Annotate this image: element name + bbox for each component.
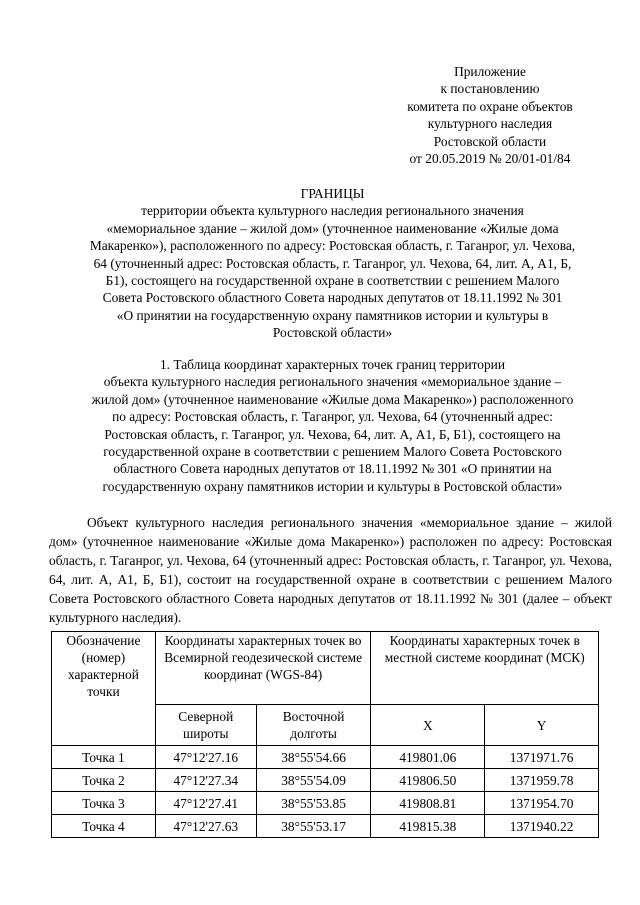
section-line: Ростовская область, г. Таганрог, ул. Чехова, 64, лит. А, А1, Б, Б1), состоящего на (104, 426, 561, 442)
document-title (55, 185, 610, 342)
cell-y: 1371940.22 (485, 815, 599, 838)
body-paragraph: Объект культурного наследия регионального значения «мемориальное здание – жилой дом» (уточненное наименование «Жилые дома Макаренко») расположен по адресу: Ростовская область, г. Таганрог, ул. Чехова, 64 (уточненный адрес: Ростовская область, г. Таганрог, ул. Чехова, 64, лит. А, А1, Б, Б1), состоит на государственной охране в соответствии с решением Малого Совета Ростовского областного Совета народных депутатов от 18.11.1992 № 301 (далее – объект культурного наследия). (49, 515, 612, 625)
cell-x: 419806.50 (371, 769, 485, 792)
cell-point: Точка 3 (52, 792, 156, 815)
cell-east: 38°55'53.85 (256, 792, 371, 815)
appendix-line: комитета по охране объектов (407, 98, 573, 114)
cell-x: 419801.06 (371, 746, 485, 769)
cell-point: Точка 4 (52, 815, 156, 838)
title-line: Макаренко»), расположенного по адресу: Ростовская область, г. Таганрог, ул. Чехова, (89, 238, 576, 254)
header-msk: Координаты характерных точек в местной системе координат (МСК) (371, 632, 599, 705)
subheader-y: Y (485, 705, 599, 746)
coordinates-table (51, 631, 599, 838)
section-line: государственную охрану памятников истории и культуры в Ростовской области» (102, 478, 563, 494)
cell-east: 38°55'53.17 (256, 815, 371, 838)
cell-y: 1371954.70 (485, 792, 599, 815)
title-line: 64 (уточненный адрес: Ростовская область, г. Таганрог, ул. Чехова, 64, лит. А, А1, Б, (93, 255, 572, 271)
section-line: объекта культурного наследия регионального значения «мемориальное здание – (103, 374, 562, 390)
cell-point: Точка 1 (52, 746, 156, 769)
cell-east: 38°55'54.09 (256, 769, 371, 792)
title-line: Б1), состоящего на государственной охране в соответствии с решением Малого (105, 273, 560, 289)
section-line: по адресу: Ростовская область, г. Таганрог, ул. Чехова, 64 (уточненный адрес: (112, 409, 553, 425)
cell-east: 38°55'54.66 (256, 746, 371, 769)
appendix-line: к постановлению (440, 81, 540, 97)
table-row (52, 746, 599, 769)
title-line: территории объекта культурного наследия регионального значения (141, 203, 524, 219)
appendix-header (380, 63, 600, 167)
appendix-line: Приложение (454, 64, 526, 79)
table-row (52, 815, 599, 838)
cell-y: 1371959.78 (485, 769, 599, 792)
appendix-line: от 20.05.2019 № 20/01-01/84 (409, 151, 571, 167)
title-line: Совета Ростовского областного Совета народных депутатов от 18.11.1992 № 301 (102, 290, 563, 306)
section-line: областного Совета народных депутатов от 18.11.1992 № 301 «О принятии на (113, 461, 552, 477)
subheader-east: Восточной долготы (256, 705, 371, 746)
table-row (52, 792, 599, 815)
title-heading: ГРАНИЦЫ (300, 186, 365, 201)
title-line: «мемориальное здание – жилой дом» (уточненное наименование «Жилые дома (106, 220, 559, 236)
cell-north: 47°12'27.34 (155, 769, 256, 792)
appendix-line: Ростовской области (433, 133, 547, 149)
cell-point: Точка 2 (52, 769, 156, 792)
cell-y: 1371971.76 (485, 746, 599, 769)
table-header-row (52, 632, 599, 705)
title-line: «О принятии на государственную охрану памятников истории и культуры в (116, 307, 549, 323)
table-row (52, 769, 599, 792)
section-heading (55, 356, 610, 495)
title-line: Ростовской области» (272, 325, 393, 341)
cell-x: 419808.81 (371, 792, 485, 815)
cell-north: 47°12'27.63 (155, 815, 256, 838)
cell-north: 47°12'27.41 (155, 792, 256, 815)
section-line: государственной охране в соответствии с решением Малого Совета Ростовского (103, 444, 562, 460)
cell-north: 47°12'27.16 (155, 746, 256, 769)
section-line: жилой дом» (уточненное наименование «Жилые дома Макаренко») расположенного (91, 391, 574, 407)
header-wgs84: Координаты характерных точек во Всемирной геодезической системе координат (WGS-84) (155, 632, 371, 705)
appendix-line: культурного наследия (427, 116, 553, 132)
subheader-x: X (371, 705, 485, 746)
section-line: 1. Таблица координат характерных точек границ территории (159, 357, 506, 372)
header-designation: Обозначение (номер) характерной точки (52, 632, 156, 746)
cell-x: 419815.38 (371, 815, 485, 838)
subheader-north: Северной широты (155, 705, 256, 746)
